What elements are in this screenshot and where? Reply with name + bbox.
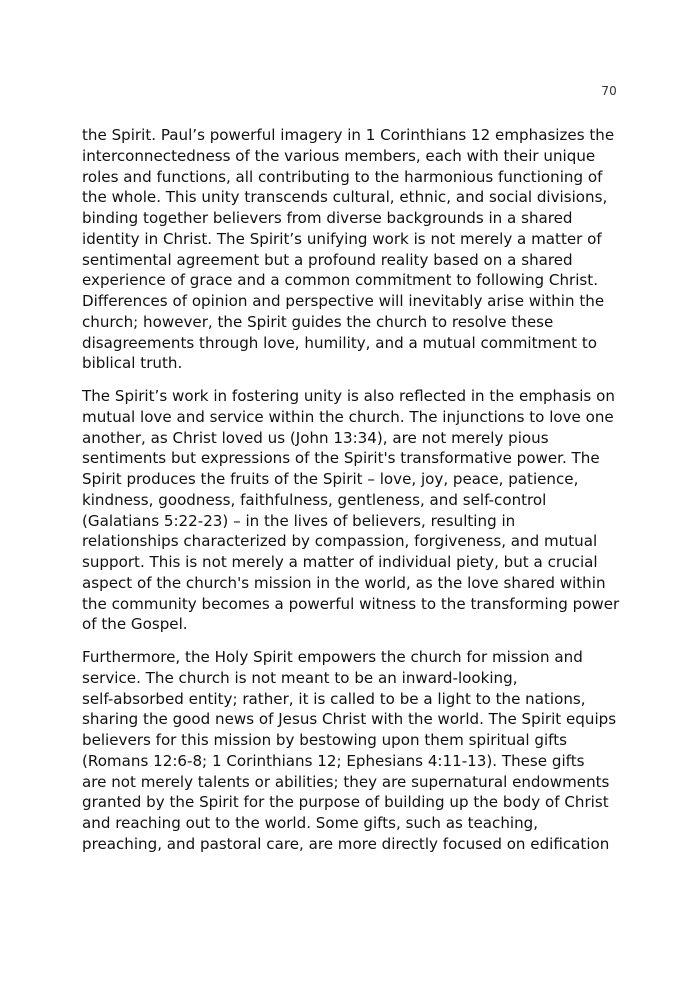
text-line: Spirit produces the fruits of the Spirit – love, joy, peace, patience,: [82, 470, 579, 488]
body-text: [82, 125, 622, 867]
text-line: of the Gospel.: [82, 615, 188, 634]
paragraph: [82, 386, 622, 635]
text-line: and reaching out to the world. Some gifts, such as teaching,: [82, 814, 539, 832]
text-line: disagreements through love, humility, and a mutual commitment to: [82, 333, 597, 352]
text-line: biblical truth.: [82, 354, 183, 373]
text-line: believers for this mission by bestowing upon them spiritual gifts: [82, 731, 567, 749]
text-line: the whole. This unity transcends cultural, ethnic, and social divisions,: [82, 188, 608, 207]
text-line: Differences of opinion and perspective will inevitably arise within the: [82, 292, 605, 310]
text-line: the Spirit. Paul’s powerful imagery in 1 Corinthians 12 emphasizes the: [82, 126, 615, 144]
text-line: identity in Christ. The Spirit’s unifying work is not merely a matter of: [82, 229, 602, 248]
text-line: experience of grace and a common commitment to following Christ.: [82, 271, 599, 290]
text-line: mutual love and service within the church. The injunctions to love one: [82, 407, 614, 426]
text-line: kindness, goodness, faithfulness, gentleness, and self-control: [82, 490, 547, 509]
text-line: The Spirit’s work in fostering unity is also reflected in the emphasis on: [82, 387, 615, 405]
text-line: aspect of the church's mission in the world, as the love shared within: [82, 573, 606, 592]
text-line: roles and functions, all contributing to the harmonious functioning of: [82, 167, 603, 186]
text-line: the community becomes a powerful witness to the transforming power: [82, 594, 620, 613]
text-line: sentiments but expressions of the Spirit's transformative power. The: [82, 449, 600, 468]
page-number: 70: [601, 84, 617, 98]
text-line: (Romans 12:6-8; 1 Corinthians 12; Ephesians 4:11-13). These gifts: [82, 751, 585, 770]
text-line: sentimental agreement but a profound reality based on a shared: [82, 250, 573, 269]
text-line: binding together believers from diverse backgrounds in a shared: [82, 209, 573, 227]
text-line: support. This is not merely a matter of individual piety, but a crucial: [82, 553, 598, 571]
paragraph: [82, 647, 622, 855]
text-line: interconnectedness of the various members, each with their unique: [82, 146, 596, 165]
text-line: preaching, and pastoral care, are more directly focused on edification: [82, 834, 610, 853]
text-line: self-absorbed entity; rather, it is called to be a light to the nations,: [82, 689, 586, 708]
text-line: sharing the good news of Jesus Christ with the world. The Spirit equips: [82, 710, 617, 729]
text-line: relationships characterized by compassion, forgiveness, and mutual: [82, 532, 598, 551]
text-line: church; however, the Spirit guides the church to resolve these: [82, 312, 554, 331]
text-line: service. The church is not meant to be an inward-looking,: [82, 668, 518, 687]
text-line: granted by the Spirit for the purpose of building up the body of Christ: [82, 793, 609, 812]
text-line: (Galatians 5:22-23) – in the lives of believers, resulting in: [82, 511, 516, 530]
paragraph: [82, 125, 622, 374]
text-line: are not merely talents or abilities; they are supernatural endowments: [82, 772, 610, 791]
text-line: another, as Christ loved us (John 13:34), are not merely pious: [82, 428, 549, 447]
text-line: Furthermore, the Holy Spirit empowers the church for mission and: [82, 648, 583, 666]
